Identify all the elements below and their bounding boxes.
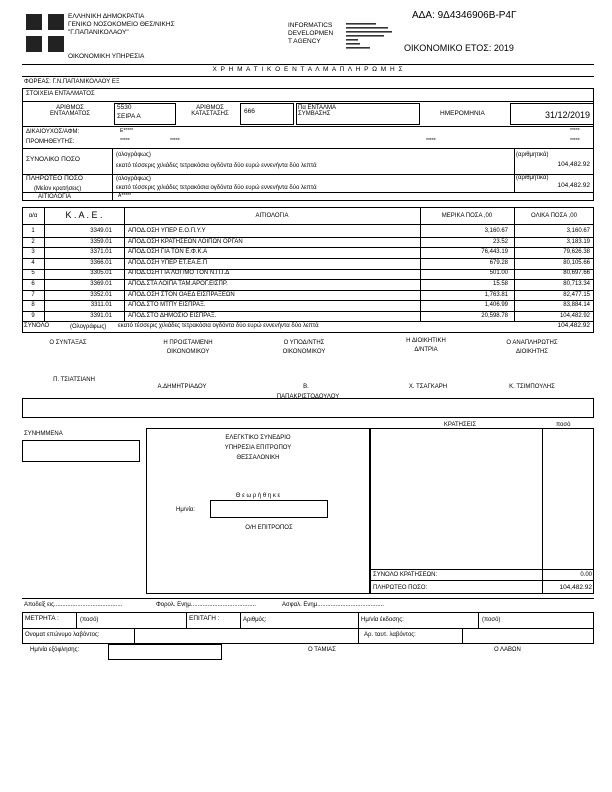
table-cell-total: 82,477.15 (563, 291, 590, 298)
col-header-aa: α/α (28, 213, 38, 219)
table-cell-desc: ΑΠΟΔ.ΟΣΗ ΣΤΟΝ ΟΑΕΔ ΕΙΣΠΡΑΞΕΩΝ (128, 291, 235, 298)
table-cell-desc: ΑΠΟΔ.ΟΣΗ ΓΙΑ ΤΟΝ Ε.Φ.Κ.Α (128, 249, 208, 256)
table-cell-kae: 3311.01 (90, 302, 112, 309)
table-cell-kae: 3391.01 (90, 312, 112, 319)
ar-katastasis-value: 666 (244, 108, 255, 115)
table-cell-desc: ΑΠΟΔ.ΟΣΗ ΚΡΑΤΗΣΕΩΝ ΛΟΙΠΩΝ ΟΡΓΑΝ (128, 238, 243, 245)
signature-name-3-line-2: ΠΑΠΑΚΡΙΣΤΟΔΟΥΛΟΥ (276, 394, 340, 400)
epitagi-label: ΕΠΙΤΑΓΗ : (189, 615, 220, 622)
symvasi-label: Πα ΕΝΤΑΛΜΑ ΣΥΜΒΑΣΗΣ (298, 105, 337, 117)
date-label: ΗΜΕΡΟΜΗΝΙΑ (440, 110, 485, 117)
table-cell-partial: 15.58 (492, 281, 508, 287)
kratiseis-header: ΚΡΑΤΗΣΕΙΣ (443, 422, 477, 428)
table-cell-total: 79,626.38 (563, 249, 590, 256)
audit-date-label: Ημ/νία: (176, 507, 195, 513)
signature-role-2-line-2: ΟΙΚΟΝΟΜΙΚΟΥ (166, 349, 210, 355)
promitheftis-label: ΠΡΟΜΗΘΕΥΤΗΣ: (26, 139, 75, 145)
table-cell-partial: 1,763.81 (484, 291, 508, 298)
document-title: Χ Ρ Η Μ Α Τ Ι Κ Ο Ε Ν Τ Α Λ Μ Α Π Λ Η Ρ Ω Μ Η Σ (212, 66, 404, 73)
table-cell-desc: ΑΠΟΔ.ΣΤΑ ΛΟΙΠΑ ΤΑΜ.ΑΡΟΓ.ΕΙΣΠΡ. (128, 281, 228, 287)
agency-line-3: T AGENCY (288, 38, 321, 45)
table-cell-partial: 679.28 (489, 259, 508, 266)
plirotheo-words: εκατό τέσσερις χιλιάδες τετρακόσια ογδόντα δύο ευρώ εννενήντα δύο λεπτά (116, 185, 317, 191)
total-amount: 104,482.92 (557, 322, 590, 329)
epitagi-poso: (ποσό) (482, 617, 501, 623)
synoliko-arithmitika: (αριθμητικά) (516, 152, 549, 158)
aitiologia-label: ΑΙΤΙΟΛΟΓΙΑ (38, 194, 72, 200)
synolo-kratiseon-value: 0.00 (580, 572, 592, 578)
metrita-poso: (ποσό) (80, 617, 99, 623)
notes-box (22, 398, 594, 418)
foreas: ΦΟΡΕΑΣ: Γ.Ν.ΠΑΠΑΝΙΚΟΛΑΟΥ ΕΞ (24, 79, 120, 85)
cross-logo (26, 14, 64, 52)
signature-role-3-line-2: ΟΙΚΟΝΟΜΙΚΟΥ (282, 349, 326, 355)
promitheftis-v1: ***** (120, 138, 130, 144)
table-cell-total: 83,884.14 (563, 302, 590, 309)
signature-role-4-line-2: Δ/ΝΤΡΙΑ (414, 347, 438, 353)
table-cell-partial: 76,443.19 (481, 249, 508, 256)
digital-signature-stamp (346, 22, 396, 50)
total-label: ΣΥΝΟΛΟ (24, 323, 50, 329)
synoliko-olografos: (ολογράφως) (116, 152, 151, 158)
plirotheo-lower-value: 104,482.92 (559, 584, 592, 591)
signature-role-5-line-1: Ο ΑΝΑΠΛΗΡΩΤΗΣ (506, 340, 558, 346)
audit-line-2: ΥΠΗΡΕΣΙΑ ΕΠΙΤΡΟΠΟΥ (224, 445, 292, 451)
table-cell-aa: 3 (31, 249, 35, 256)
table-cell-desc: ΑΠΟΔ.ΣΤΟ ΔΗΜΟΣΙΟ ΕΙΣΠΡΑΞ. (128, 312, 217, 319)
lavon-label: Ο ΛΑΒΩΝ (494, 647, 521, 653)
stoixeia-label: ΣΤΟΙΧΕΙΑ ΕΝΤΑΛΜΑΤΟΣ (26, 91, 95, 97)
audit-line-3: ΘΕΣΣΑΛΟΝΙΚΗ (236, 455, 280, 461)
table-cell-total: 80,105.66 (563, 259, 590, 266)
signature-role-5-line-2: ΔΙΟΙΚΗΤΗΣ (515, 349, 549, 355)
table-cell-total: 80,713.34 (563, 281, 590, 287)
table-cell-aa: 6 (31, 281, 35, 287)
dikaiouxos-right: ***** (570, 128, 580, 134)
total-words: εκατό τέσσερις χιλιάδες τετρακόσια ογδόντα δύο ευρώ εννενήντα δύο λεπτά (118, 323, 319, 329)
table-cell-aa: 2 (31, 238, 35, 245)
signature-role-4-line-1: Η ΔΙΟΙΚΗΤΙΚΗ (406, 338, 446, 344)
ar-entalmatos-label: ΑΡΙΘΜΟΣ ΕΝΤΑΛΜΑΤΟΣ (49, 105, 91, 117)
ar-katastasis-label: ΑΡΙΘΜΟΣ ΚΑΤΑΣΤΑΣΗΣ (191, 105, 229, 117)
table-cell-aa: 4 (31, 259, 35, 266)
service-name: ΟΙΚΟΝΟΜΙΚΗ ΥΠΗΡΕΣΙΑ (68, 53, 145, 60)
total-words-label: (Ολογράφως) (70, 324, 107, 330)
org-line-1: ΕΛΛΗΝΙΚΗ ΔΗΜΟΚΡΑΤΙΑ (68, 13, 145, 20)
table-cell-total: 3,160.67 (566, 228, 590, 234)
signature-name-1: Π. ΤΣΙΑΤΣΙΑΝΗ (53, 377, 95, 383)
col-header-merika: ΜΕΡΙΚΑ ΠΟΣΑ ,00 (441, 213, 493, 219)
table-cell-aa: 9 (31, 312, 35, 319)
org-line-3: "Γ.ΠΑΠΑΝΙΚΟΛΑΟΥ" (68, 29, 129, 36)
org-line-2: ΓΕΝΙΚΟ ΝΟΣΟΚΟΜΕΙΟ ΘΕΣ/ΝΙΚΗΣ (68, 21, 175, 28)
synimmena-box (22, 440, 140, 462)
plirotheo-label: ΠΛΗΡΩΤΕΟ ΠΟΣΟ (26, 175, 83, 182)
table-cell-desc: ΑΠΟΔ.ΣΤΟ ΜΤΠΥ ΕΙΣΠΡΑΞ. (128, 302, 206, 309)
table-cell-total: 3,183.19 (566, 238, 590, 245)
promitheftis-v4: ***** (570, 138, 580, 144)
arithmos-label: Αριθμός: (243, 617, 267, 623)
table-cell-kae: 3369.01 (90, 281, 112, 287)
dikaiouxos-label: ΔΙΚΑΙΟΥΧΟΣ/ΑΦΜ: (26, 129, 80, 135)
epitropos-label: Ο/Η ΕΠΙΤΡΟΠΟΣ (245, 525, 293, 531)
symvasi-box (296, 103, 420, 125)
signature-name-3: Β. (303, 384, 309, 390)
synimmena-label: ΣΥΝΗΜΜΕΝΑ (24, 431, 63, 437)
promitheftis-v3: ***** (426, 138, 436, 144)
audit-line-1: ΕΛΕΓΚΤΙΚΟ ΣΥΝΕΔΡΙΟ (225, 435, 291, 441)
asfal-enim: Ασφαλ. Ενημ........................................ (282, 602, 384, 608)
table-cell-aa: 1 (31, 228, 35, 234)
table-cell-aa: 5 (31, 270, 35, 277)
audit-date-field[interactable] (210, 500, 328, 518)
metrita-label: ΜΕΤΡΗΤΑ : (25, 615, 59, 622)
poso-header: ποσό (556, 422, 571, 428)
table-cell-kae: 3371.01 (90, 249, 112, 256)
signature-role-3-line-1: Ο ΥΠΟΔ/ΝΤΗΣ (283, 340, 325, 346)
table-cell-partial: 501.00 (489, 270, 508, 277)
col-header-olika: ΟΛΙΚΑ ΠΟΣΑ ,00 (531, 213, 577, 219)
agency-line-1: INFORMATICS (288, 22, 333, 29)
table-cell-kae: 3352.01 (90, 291, 112, 298)
table-cell-desc: ΑΠΟΔ.ΟΣΗ ΥΠΕΡ Ε.Ο.Π.Υ.Υ (128, 228, 206, 234)
ar-taut-label: Αρ. ταυτ. λαβόντος: (364, 632, 416, 638)
aitiologia-value: Α***** (118, 193, 132, 199)
plirotheo-lower-label: ΠΛΗΡΩΤΕΟ ΠΟΣΟ: (373, 585, 428, 591)
col-header-aitiologia: ΑΙΤΙΟΛΟΓΙΑ (255, 213, 289, 219)
table-cell-kae: 3366.01 (90, 259, 112, 266)
imnia-ekdosis-label: Ημ/νία έκδοσης: (361, 617, 404, 623)
col-header-kae: Κ . Α . Ε . (65, 210, 103, 220)
table-cell-partial: 3,160.67 (484, 228, 508, 234)
theorithike-label: Θ ε ω ρ ή θ η κ ε (235, 493, 281, 499)
plirotheo-olografos: (ολογράφως) (116, 176, 151, 182)
plirotheo-sub: (Μείον κρατήσεις) (34, 186, 82, 192)
table-cell-aa: 8 (31, 302, 35, 309)
dikaiouxos-value: Ε***** (120, 128, 134, 134)
imnia-eksoflisis-field[interactable] (108, 644, 222, 660)
table-cell-partial: 1,406.99 (484, 302, 508, 309)
synoliko-amount: 104,482.92 (557, 161, 590, 168)
promitheftis-v2: ***** (170, 138, 180, 144)
seira: ΣΕΙΡΑ Α (117, 113, 141, 120)
table-cell-desc: ΑΠΟΔ.ΟΣΗ ΓΙΑ ΛΟΓ/ΜΟ ΤΟΝ Ν.Π.Ι.Δ (128, 270, 230, 277)
plirotheo-amount: 104,482.92 (557, 182, 590, 189)
signature-name-5: Κ. ΤΣΙΜΠΟΥΛΗΣ (509, 384, 555, 390)
agency-line-2: DEVELOPMEN (288, 30, 334, 37)
signature-name-4: Χ. ΤΣΑΓΚΑΡΗ (408, 384, 448, 390)
synoliko-words: εκατό τέσσερις χιλιάδες τετρακόσια ογδόντα δύο ευρώ εννενήντα δύο λεπτά (116, 163, 317, 169)
signature-role-1-line-1: Ο ΣΥΝΤΑΞΑΣ (49, 340, 87, 346)
table-cell-kae: 3359.01 (90, 238, 112, 245)
forol-enim: Φορολ. Ενημ....................................... (156, 602, 256, 608)
tamias-label: Ο ΤΑΜΙΑΣ (308, 647, 336, 653)
table-cell-partial: 23.52 (492, 238, 508, 245)
date-value: 31/12/2019 (544, 110, 590, 120)
table-cell-desc: ΑΠΟΔ.ΟΣΗ ΥΠΕΡ ΕΤ.ΕΑ.Ε.Π (128, 259, 208, 266)
table-cell-total: 104,482.92 (559, 312, 590, 319)
onoma-label: Ονοματ επώνυμο λαβόντος: (25, 632, 100, 638)
imnia-eksoflisis-label: Ημ/νία εξόφλησης: (30, 647, 80, 653)
synolo-kratiseon-label: ΣΥΝΟΛΟ ΚΡΑΤΗΣΕΩΝ: (373, 572, 438, 578)
table-cell-kae: 3349.01 (90, 228, 112, 234)
fiscal-year: ΟΙΚΟΝΟΜΙΚΟ ΕΤΟΣ: 2019 (404, 43, 514, 53)
plirotheo-arithmitika: (αριθμητικά) (516, 175, 549, 181)
signature-name-2: Α.ΔΗΜΗΤΡΙΑΔΟΥ (157, 384, 207, 390)
apodeixeis: Αποδείξ εις......................................... (24, 602, 123, 608)
table-cell-kae: 3305.01 (90, 270, 112, 277)
table-cell-aa: 7 (31, 291, 35, 298)
ada-number: ΑΔΑ: 9Δ4346906Β-Ρ4Γ (412, 10, 517, 21)
ar-entalmatos-value: 5530 (117, 104, 132, 111)
table-cell-partial: 20,598.78 (481, 312, 508, 319)
table-cell-total: 80,697.66 (563, 270, 590, 277)
signature-role-2-line-1: Η ΠΡΟΙΣΤΑΜΕΝΗ (163, 340, 213, 346)
synoliko-label: ΣΥΝΟΛΙΚΟ ΠΟΣΟ (26, 156, 80, 163)
